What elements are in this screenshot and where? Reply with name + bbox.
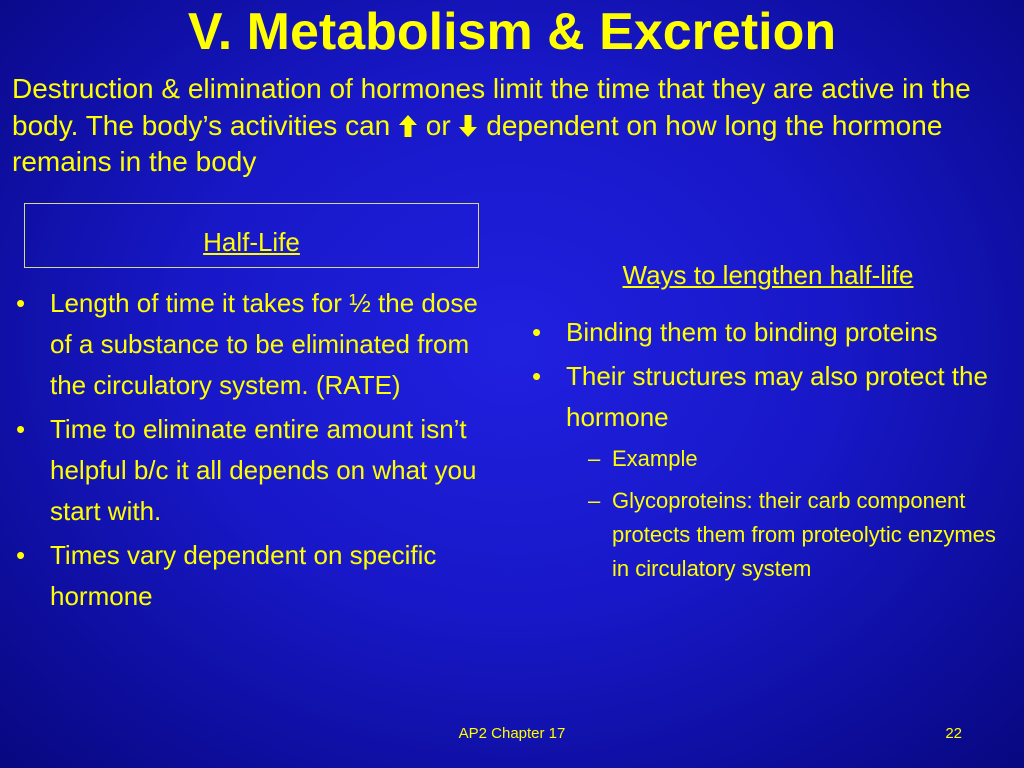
bullet-icon: •	[16, 414, 26, 444]
half-life-box	[24, 203, 479, 268]
lengthen-heading: Ways to lengthen half-life	[622, 260, 914, 290]
list-item-text: Time to eliminate entire amount isn’t helpful b/c it all depends on what you start with.	[50, 414, 477, 526]
intro-paragraph	[12, 71, 1017, 181]
list-item	[12, 535, 482, 617]
sub-list-item-text: Glycoproteins: their carb component protects them from proteolytic enzymes in circulatory system	[612, 488, 996, 581]
sub-list-item	[566, 484, 998, 586]
dash-icon: –	[588, 488, 601, 513]
list-item	[12, 409, 482, 532]
list-item-text: Their structures may also protect the hormone	[566, 361, 988, 432]
list-item	[528, 356, 998, 586]
sub-list-item-text: Example	[612, 446, 698, 471]
list-item-text: Times vary dependent on specific hormone	[50, 540, 437, 611]
sub-bullet-list	[566, 442, 998, 586]
lengthen-column	[528, 258, 998, 594]
bullet-icon: •	[16, 540, 26, 570]
intro-text-part2: dependent on how long the hormone remains in the body	[12, 109, 943, 177]
footer-title: AP2 Chapter 17	[458, 725, 566, 742]
up-arrow-icon	[398, 108, 418, 145]
list-item	[528, 312, 998, 353]
sub-list-item	[566, 442, 998, 476]
page-number: 22	[945, 725, 962, 742]
slide-title: V. Metabolism & Excretion	[187, 3, 837, 61]
bullet-icon: •	[16, 288, 26, 318]
intro-text-part1: Destruction & elimination of hormones limit the time that they are active in the body. The body’s activities can	[12, 73, 971, 141]
down-arrow-icon	[458, 108, 478, 145]
half-life-label: Half-Life	[203, 227, 300, 257]
intro-or: or	[425, 109, 451, 141]
list-item-text: Binding them to binding proteins	[566, 317, 938, 347]
list-item	[12, 283, 482, 406]
list-item-text: Length of time it takes for ½ the dose of a substance to be eliminated from the circulatory system. (RATE)	[50, 288, 478, 400]
bullet-icon: •	[532, 361, 542, 391]
half-life-column	[12, 283, 482, 620]
dash-icon: –	[588, 446, 601, 471]
half-life-bullet-list	[12, 283, 482, 617]
bullet-icon: •	[532, 317, 542, 347]
lengthen-bullet-list	[528, 312, 998, 586]
